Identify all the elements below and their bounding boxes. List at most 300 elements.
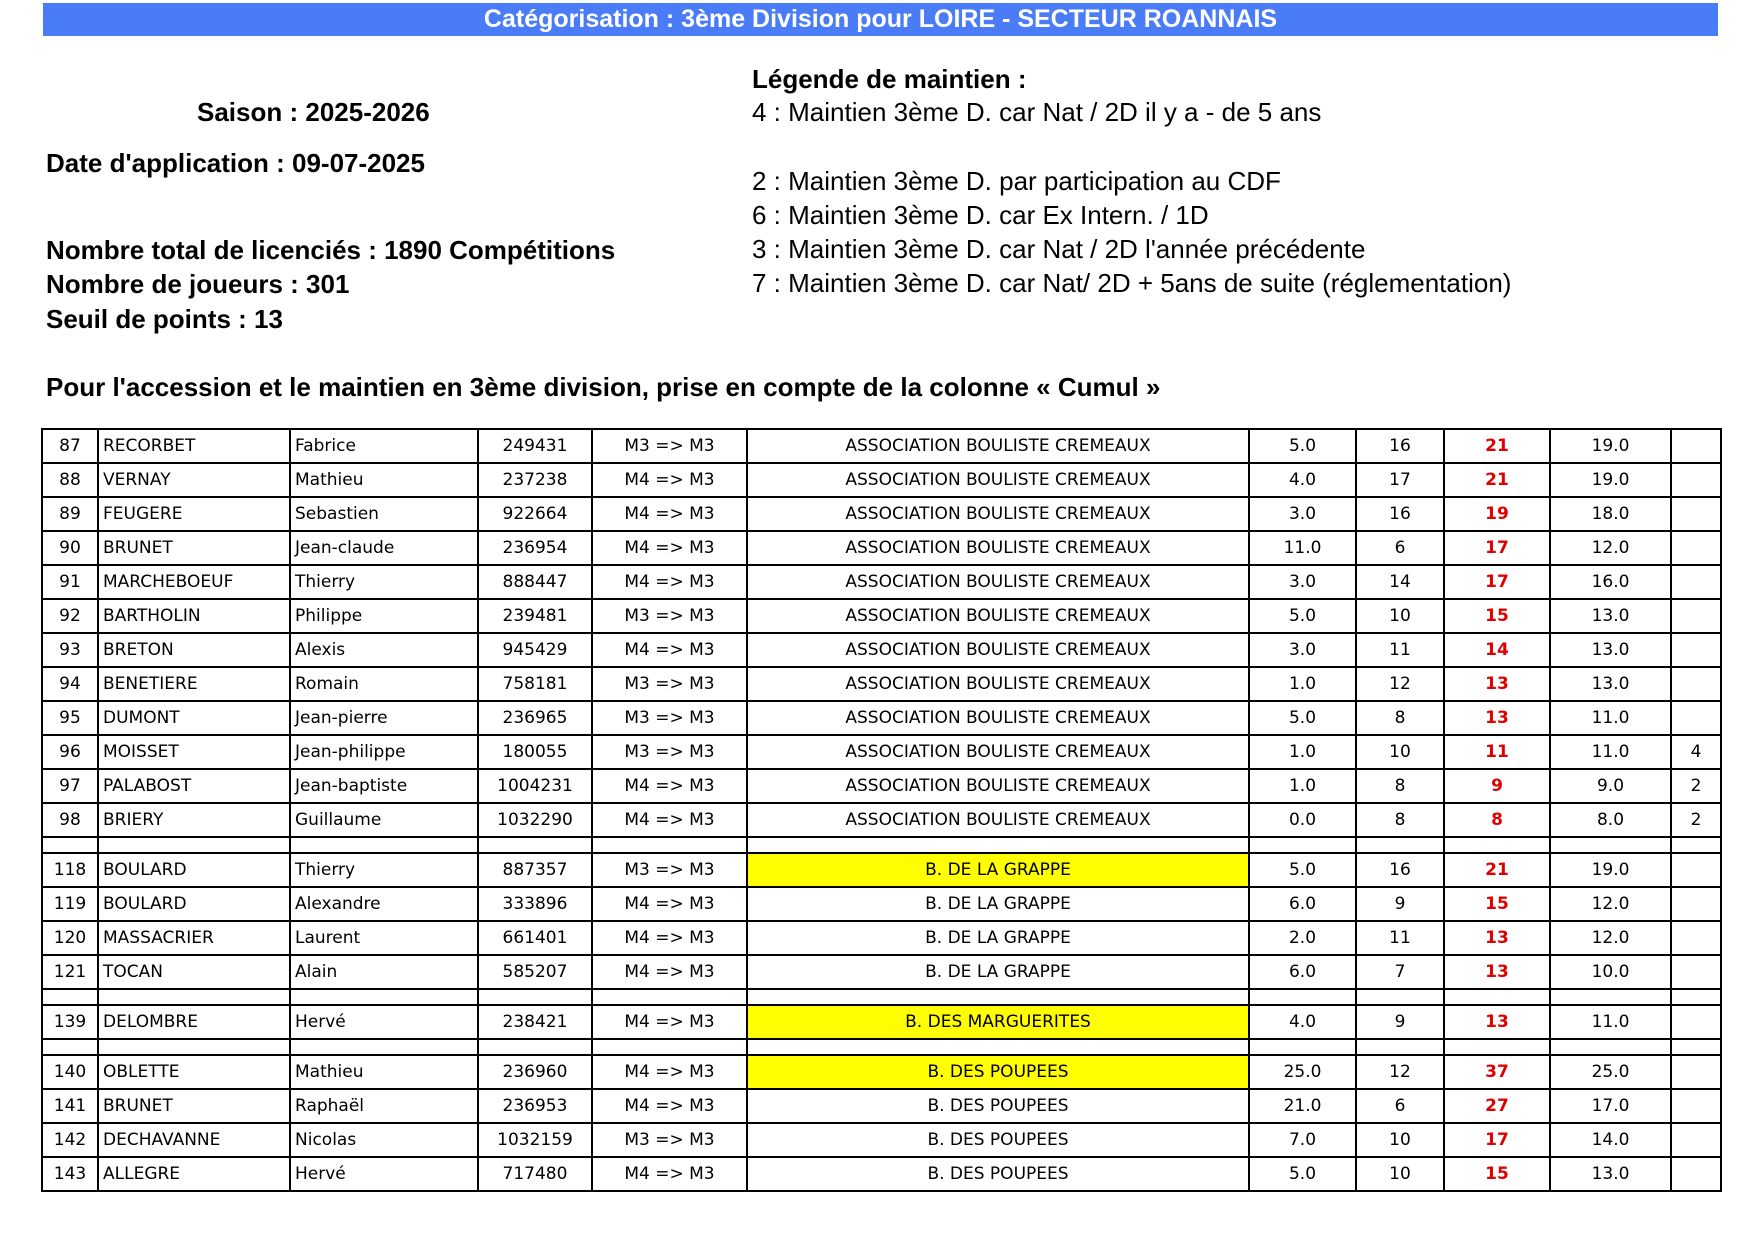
club-cell: ASSOCIATION BOULISTE CREMEAUX [747, 803, 1249, 837]
licence-number-cell: 888447 [478, 565, 592, 599]
rank-cell: 143 [42, 1157, 98, 1191]
first-name-cell: Nicolas [290, 1123, 478, 1157]
points-cell: 10.0 [1550, 955, 1671, 989]
cumul-cell: 14 [1444, 633, 1550, 667]
points-cell: 18.0 [1550, 497, 1671, 531]
last-name-cell: DUMONT [98, 701, 290, 735]
club-cell: B. DES POUPEES [747, 1055, 1249, 1089]
points-cell: 10 [1356, 1157, 1444, 1191]
licence-number-cell: 585207 [478, 955, 592, 989]
first-name-cell: Sebastien [290, 497, 478, 531]
points-cell: 16.0 [1550, 565, 1671, 599]
first-name-cell: Jean-claude [290, 531, 478, 565]
empty-cell [592, 837, 747, 853]
empty-cell [478, 989, 592, 1005]
category-cell: M4 => M3 [592, 921, 747, 955]
empty-cell [1356, 1039, 1444, 1055]
points-cell: 6.0 [1249, 955, 1356, 989]
empty-cell [592, 989, 747, 1005]
maintien-code-cell [1671, 1005, 1721, 1039]
table-row [42, 599, 1721, 633]
points-cell: 4.0 [1249, 463, 1356, 497]
club-cell: ASSOCIATION BOULISTE CREMEAUX [747, 497, 1249, 531]
table-row [42, 633, 1721, 667]
rank-cell: 118 [42, 853, 98, 887]
points-cell: 16 [1356, 497, 1444, 531]
cumul-cell: 27 [1444, 1089, 1550, 1123]
category-cell: M4 => M3 [592, 633, 747, 667]
points-cell: 6 [1356, 531, 1444, 565]
rank-cell: 121 [42, 955, 98, 989]
rank-cell: 119 [42, 887, 98, 921]
cumul-cell: 37 [1444, 1055, 1550, 1089]
first-name-cell: Alexandre [290, 887, 478, 921]
table-row [42, 887, 1721, 921]
points-cell: 11.0 [1550, 735, 1671, 769]
legend-title: Légende de maintien : [752, 64, 1027, 94]
points-cell: 14 [1356, 565, 1444, 599]
rank-cell: 94 [42, 667, 98, 701]
club-cell: B. DES MARGUERITES [747, 1005, 1249, 1039]
points-cell: 21.0 [1249, 1089, 1356, 1123]
points-cell: 1.0 [1249, 735, 1356, 769]
cumul-cell: 21 [1444, 429, 1550, 463]
club-cell: ASSOCIATION BOULISTE CREMEAUX [747, 667, 1249, 701]
rank-cell: 139 [42, 1005, 98, 1039]
licence-number-cell: 180055 [478, 735, 592, 769]
rank-cell: 90 [42, 531, 98, 565]
rank-cell: 142 [42, 1123, 98, 1157]
rank-cell: 97 [42, 769, 98, 803]
category-cell: M3 => M3 [592, 853, 747, 887]
maintien-code-cell: 2 [1671, 803, 1721, 837]
points-cell: 9.0 [1550, 769, 1671, 803]
category-cell: M3 => M3 [592, 667, 747, 701]
empty-cell [478, 1039, 592, 1055]
cumul-cell: 13 [1444, 701, 1550, 735]
table-row [42, 735, 1721, 769]
empty-cell [98, 837, 290, 853]
points-threshold-label: Seuil de points : 13 [46, 304, 283, 334]
points-cell: 6.0 [1249, 887, 1356, 921]
last-name-cell: ALLEGRE [98, 1157, 290, 1191]
maintien-code-cell [1671, 531, 1721, 565]
table-row [42, 769, 1721, 803]
points-cell: 9 [1356, 887, 1444, 921]
maintien-code-cell [1671, 667, 1721, 701]
table-row [42, 803, 1721, 837]
category-cell: M4 => M3 [592, 1157, 747, 1191]
category-cell: M4 => M3 [592, 1055, 747, 1089]
club-cell: ASSOCIATION BOULISTE CREMEAUX [747, 429, 1249, 463]
points-cell: 19.0 [1550, 429, 1671, 463]
licence-number-cell: 238421 [478, 1005, 592, 1039]
table-row [42, 531, 1721, 565]
club-cell: ASSOCIATION BOULISTE CREMEAUX [747, 565, 1249, 599]
empty-cell [1671, 1039, 1721, 1055]
table-row [42, 667, 1721, 701]
table-row [42, 429, 1721, 463]
points-cell: 12 [1356, 1055, 1444, 1089]
spacer-row [42, 837, 1721, 853]
cumul-cell: 8 [1444, 803, 1550, 837]
maintien-code-cell [1671, 429, 1721, 463]
points-cell: 5.0 [1249, 853, 1356, 887]
rank-cell: 95 [42, 701, 98, 735]
cumul-cell: 15 [1444, 1157, 1550, 1191]
cumul-cell: 9 [1444, 769, 1550, 803]
category-cell: M4 => M3 [592, 497, 747, 531]
last-name-cell: MARCHEBOEUF [98, 565, 290, 599]
points-cell: 13.0 [1550, 667, 1671, 701]
cumul-cell: 13 [1444, 1005, 1550, 1039]
last-name-cell: PALABOST [98, 769, 290, 803]
club-cell: ASSOCIATION BOULISTE CREMEAUX [747, 599, 1249, 633]
cumul-cell: 21 [1444, 853, 1550, 887]
club-cell: B. DES POUPEES [747, 1157, 1249, 1191]
club-cell: ASSOCIATION BOULISTE CREMEAUX [747, 633, 1249, 667]
licence-number-cell: 236960 [478, 1055, 592, 1089]
points-cell: 10 [1356, 1123, 1444, 1157]
last-name-cell: MOISSET [98, 735, 290, 769]
rank-cell: 140 [42, 1055, 98, 1089]
first-name-cell: Jean-pierre [290, 701, 478, 735]
licence-number-cell: 333896 [478, 887, 592, 921]
empty-cell [98, 989, 290, 1005]
maintien-code-cell [1671, 463, 1721, 497]
points-cell: 17 [1356, 463, 1444, 497]
table-row [42, 497, 1721, 531]
points-cell: 8 [1356, 701, 1444, 735]
spacer-row [42, 989, 1721, 1005]
club-cell: ASSOCIATION BOULISTE CREMEAUX [747, 701, 1249, 735]
points-cell: 10 [1356, 599, 1444, 633]
club-cell: ASSOCIATION BOULISTE CREMEAUX [747, 463, 1249, 497]
empty-cell [1356, 989, 1444, 1005]
empty-cell [1550, 989, 1671, 1005]
first-name-cell: Thierry [290, 853, 478, 887]
category-cell: M3 => M3 [592, 1123, 747, 1157]
table-row [42, 701, 1721, 735]
points-cell: 16 [1356, 429, 1444, 463]
empty-cell [1444, 837, 1550, 853]
empty-cell [290, 1039, 478, 1055]
first-name-cell: Hervé [290, 1157, 478, 1191]
last-name-cell: BARTHOLIN [98, 599, 290, 633]
points-cell: 13.0 [1550, 1157, 1671, 1191]
cumul-cell: 15 [1444, 887, 1550, 921]
points-cell: 1.0 [1249, 667, 1356, 701]
points-cell: 7.0 [1249, 1123, 1356, 1157]
last-name-cell: TOCAN [98, 955, 290, 989]
category-cell: M4 => M3 [592, 803, 747, 837]
points-cell: 19.0 [1550, 853, 1671, 887]
points-cell: 14.0 [1550, 1123, 1671, 1157]
licence-number-cell: 236965 [478, 701, 592, 735]
category-cell: M3 => M3 [592, 735, 747, 769]
cumul-cell: 21 [1444, 463, 1550, 497]
points-cell: 0.0 [1249, 803, 1356, 837]
maintien-code-cell [1671, 1157, 1721, 1191]
first-name-cell: Mathieu [290, 1055, 478, 1089]
empty-cell [592, 1039, 747, 1055]
empty-cell [1550, 837, 1671, 853]
last-name-cell: BRUNET [98, 1089, 290, 1123]
category-cell: M4 => M3 [592, 769, 747, 803]
licence-number-cell: 717480 [478, 1157, 592, 1191]
first-name-cell: Guillaume [290, 803, 478, 837]
category-cell: M4 => M3 [592, 887, 747, 921]
licence-number-cell: 887357 [478, 853, 592, 887]
rank-cell: 93 [42, 633, 98, 667]
category-cell: M4 => M3 [592, 565, 747, 599]
category-cell: M3 => M3 [592, 429, 747, 463]
rank-cell: 120 [42, 921, 98, 955]
points-cell: 8 [1356, 769, 1444, 803]
licence-number-cell: 945429 [478, 633, 592, 667]
licence-number-cell: 661401 [478, 921, 592, 955]
empty-cell [42, 989, 98, 1005]
application-date-label: Date d'application : 09-07-2025 [46, 148, 425, 178]
empty-cell [1249, 837, 1356, 853]
rank-cell: 88 [42, 463, 98, 497]
points-cell: 8 [1356, 803, 1444, 837]
maintien-code-cell: 4 [1671, 735, 1721, 769]
first-name-cell: Jean-baptiste [290, 769, 478, 803]
points-cell: 11 [1356, 633, 1444, 667]
maintien-code-cell: 2 [1671, 769, 1721, 803]
last-name-cell: BENETIERE [98, 667, 290, 701]
category-cell: M4 => M3 [592, 955, 747, 989]
points-cell: 25.0 [1249, 1055, 1356, 1089]
club-cell: B. DE LA GRAPPE [747, 853, 1249, 887]
table-row [42, 1123, 1721, 1157]
maintien-code-cell [1671, 701, 1721, 735]
maintien-code-cell [1671, 955, 1721, 989]
empty-cell [747, 837, 1249, 853]
first-name-cell: Alexis [290, 633, 478, 667]
points-cell: 19.0 [1550, 463, 1671, 497]
last-name-cell: BOULARD [98, 853, 290, 887]
licence-number-cell: 239481 [478, 599, 592, 633]
category-cell: M3 => M3 [592, 701, 747, 735]
table-row [42, 463, 1721, 497]
empty-cell [1444, 1039, 1550, 1055]
points-cell: 3.0 [1249, 565, 1356, 599]
empty-cell [1550, 1039, 1671, 1055]
cumul-note: Pour l'accession et le maintien en 3ème division, prise en compte de la colonne « Cumul » [46, 372, 1161, 402]
points-cell: 11 [1356, 921, 1444, 955]
points-cell: 5.0 [1249, 1157, 1356, 1191]
legend-item: 7 : Maintien 3ème D. car Nat/ 2D + 5ans de suite (réglementation) [752, 268, 1512, 298]
club-cell: B. DES POUPEES [747, 1089, 1249, 1123]
category-cell: M4 => M3 [592, 1089, 747, 1123]
licence-number-cell: 922664 [478, 497, 592, 531]
last-name-cell: VERNAY [98, 463, 290, 497]
maintien-code-cell [1671, 921, 1721, 955]
empty-cell [1249, 1039, 1356, 1055]
rank-cell: 92 [42, 599, 98, 633]
club-cell: B. DE LA GRAPPE [747, 921, 1249, 955]
category-cell: M4 => M3 [592, 1005, 747, 1039]
points-cell: 13.0 [1550, 599, 1671, 633]
points-cell: 17.0 [1550, 1089, 1671, 1123]
points-cell: 12.0 [1550, 887, 1671, 921]
category-cell: M3 => M3 [592, 599, 747, 633]
points-cell: 16 [1356, 853, 1444, 887]
empty-cell [1356, 837, 1444, 853]
player-count-label: Nombre de joueurs : 301 [46, 269, 350, 299]
legend-item: 4 : Maintien 3ème D. car Nat / 2D il y a - de 5 ans [752, 97, 1322, 127]
points-cell: 12.0 [1550, 531, 1671, 565]
maintien-code-cell [1671, 565, 1721, 599]
table-row [42, 1157, 1721, 1191]
licence-number-cell: 758181 [478, 667, 592, 701]
club-cell: ASSOCIATION BOULISTE CREMEAUX [747, 769, 1249, 803]
maintien-code-cell [1671, 599, 1721, 633]
legend-item: 6 : Maintien 3ème D. car Ex Intern. / 1D [752, 200, 1209, 230]
club-cell: B. DE LA GRAPPE [747, 887, 1249, 921]
last-name-cell: OBLETTE [98, 1055, 290, 1089]
first-name-cell: Mathieu [290, 463, 478, 497]
table-row [42, 955, 1721, 989]
first-name-cell: Romain [290, 667, 478, 701]
table-row [42, 565, 1721, 599]
maintien-code-cell [1671, 853, 1721, 887]
maintien-code-cell [1671, 1089, 1721, 1123]
players-table [41, 428, 1722, 1192]
maintien-code-cell [1671, 1123, 1721, 1157]
licence-number-cell: 237238 [478, 463, 592, 497]
points-cell: 25.0 [1550, 1055, 1671, 1089]
points-cell: 12 [1356, 667, 1444, 701]
points-cell: 2.0 [1249, 921, 1356, 955]
points-cell: 10 [1356, 735, 1444, 769]
points-cell: 8.0 [1550, 803, 1671, 837]
first-name-cell: Hervé [290, 1005, 478, 1039]
last-name-cell: MASSACRIER [98, 921, 290, 955]
empty-cell [42, 1039, 98, 1055]
first-name-cell: Philippe [290, 599, 478, 633]
rank-cell: 87 [42, 429, 98, 463]
cumul-cell: 17 [1444, 531, 1550, 565]
rank-cell: 96 [42, 735, 98, 769]
points-cell: 4.0 [1249, 1005, 1356, 1039]
points-cell: 5.0 [1249, 599, 1356, 633]
last-name-cell: DECHAVANNE [98, 1123, 290, 1157]
first-name-cell: Alain [290, 955, 478, 989]
first-name-cell: Thierry [290, 565, 478, 599]
empty-cell [290, 989, 478, 1005]
cumul-cell: 17 [1444, 1123, 1550, 1157]
empty-cell [290, 837, 478, 853]
page-title-banner: Catégorisation : 3ème Division pour LOIRE - SECTEUR ROANNAIS [43, 3, 1718, 36]
category-cell: M4 => M3 [592, 531, 747, 565]
cumul-cell: 11 [1444, 735, 1550, 769]
empty-cell [1671, 837, 1721, 853]
licence-number-cell: 236954 [478, 531, 592, 565]
points-cell: 3.0 [1249, 633, 1356, 667]
table-row [42, 921, 1721, 955]
cumul-cell: 19 [1444, 497, 1550, 531]
licence-number-cell: 1032290 [478, 803, 592, 837]
points-cell: 5.0 [1249, 429, 1356, 463]
legend-item: 2 : Maintien 3ème D. par participation au CDF [752, 166, 1281, 196]
table-row [42, 1055, 1721, 1089]
table-row [42, 1089, 1721, 1123]
points-cell: 13.0 [1550, 633, 1671, 667]
maintien-code-cell [1671, 633, 1721, 667]
points-cell: 9 [1356, 1005, 1444, 1039]
cumul-cell: 13 [1444, 667, 1550, 701]
total-licensees-label: Nombre total de licenciés : 1890 Compétitions [46, 235, 616, 265]
points-cell: 7 [1356, 955, 1444, 989]
last-name-cell: BRIERY [98, 803, 290, 837]
maintien-code-cell [1671, 887, 1721, 921]
rank-cell: 89 [42, 497, 98, 531]
first-name-cell: Jean-philippe [290, 735, 478, 769]
points-cell: 11.0 [1550, 1005, 1671, 1039]
empty-cell [478, 837, 592, 853]
empty-cell [98, 1039, 290, 1055]
first-name-cell: Laurent [290, 921, 478, 955]
last-name-cell: DELOMBRE [98, 1005, 290, 1039]
rank-cell: 98 [42, 803, 98, 837]
club-cell: B. DES POUPEES [747, 1123, 1249, 1157]
empty-cell [1249, 989, 1356, 1005]
licence-number-cell: 249431 [478, 429, 592, 463]
club-cell: B. DE LA GRAPPE [747, 955, 1249, 989]
club-cell: ASSOCIATION BOULISTE CREMEAUX [747, 531, 1249, 565]
points-cell: 12.0 [1550, 921, 1671, 955]
empty-cell [42, 837, 98, 853]
table-row [42, 853, 1721, 887]
rank-cell: 91 [42, 565, 98, 599]
season-label: Saison : 2025-2026 [197, 97, 430, 127]
licence-number-cell: 236953 [478, 1089, 592, 1123]
club-cell: ASSOCIATION BOULISTE CREMEAUX [747, 735, 1249, 769]
cumul-cell: 17 [1444, 565, 1550, 599]
points-cell: 5.0 [1249, 701, 1356, 735]
category-cell: M4 => M3 [592, 463, 747, 497]
last-name-cell: RECORBET [98, 429, 290, 463]
first-name-cell: Raphaël [290, 1089, 478, 1123]
last-name-cell: BOULARD [98, 887, 290, 921]
empty-cell [747, 989, 1249, 1005]
last-name-cell: BRUNET [98, 531, 290, 565]
maintien-code-cell [1671, 1055, 1721, 1089]
points-cell: 1.0 [1249, 769, 1356, 803]
rank-cell: 141 [42, 1089, 98, 1123]
legend-item: 3 : Maintien 3ème D. car Nat / 2D l'année précédente [752, 234, 1366, 264]
licence-number-cell: 1032159 [478, 1123, 592, 1157]
first-name-cell: Fabrice [290, 429, 478, 463]
maintien-code-cell [1671, 497, 1721, 531]
licence-number-cell: 1004231 [478, 769, 592, 803]
table-row [42, 1005, 1721, 1039]
points-cell: 3.0 [1249, 497, 1356, 531]
cumul-cell: 13 [1444, 955, 1550, 989]
empty-cell [1444, 989, 1550, 1005]
empty-cell [747, 1039, 1249, 1055]
points-cell: 6 [1356, 1089, 1444, 1123]
cumul-cell: 13 [1444, 921, 1550, 955]
cumul-cell: 15 [1444, 599, 1550, 633]
empty-cell [1671, 989, 1721, 1005]
spacer-row [42, 1039, 1721, 1055]
points-cell: 11.0 [1249, 531, 1356, 565]
last-name-cell: FEUGERE [98, 497, 290, 531]
